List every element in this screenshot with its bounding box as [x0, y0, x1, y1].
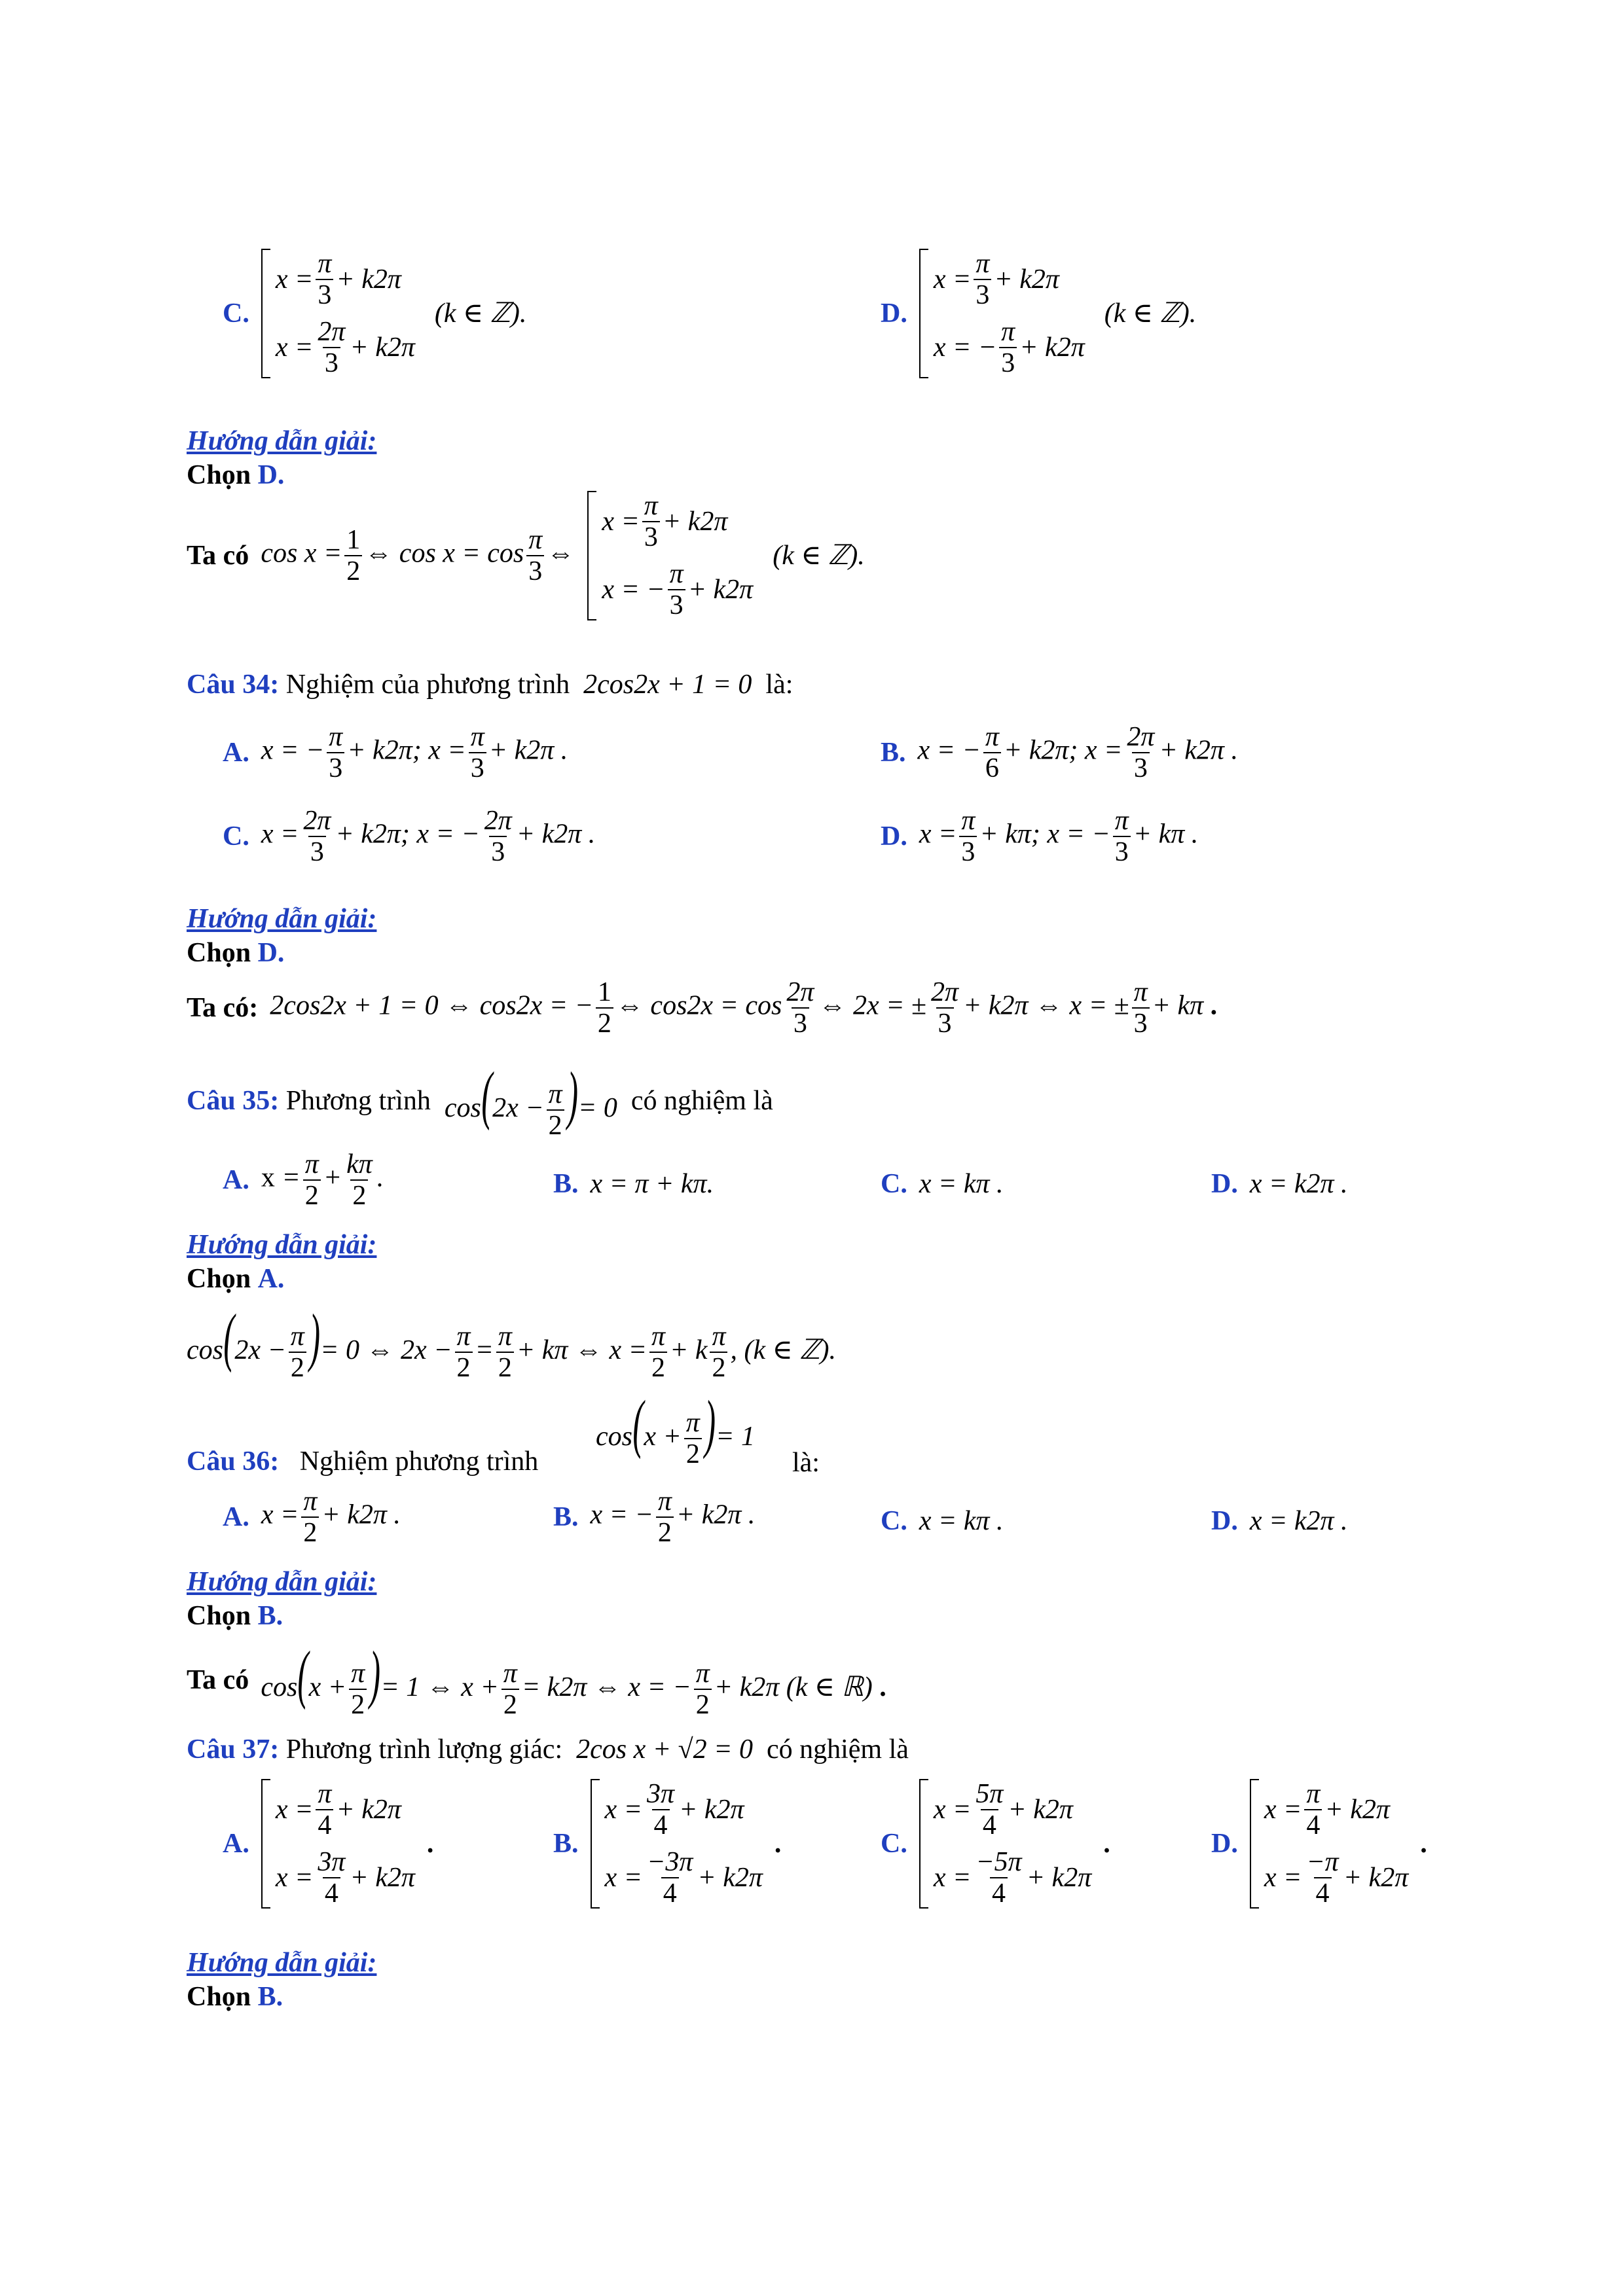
intro-answer: Chọn D.: [187, 460, 285, 490]
q37-guide-heading: Hướng dẫn giải:: [187, 1948, 377, 1978]
intro-solution-system: x = $\frac{\pi}{3}$ + k2π x = − $\frac{\pi}{3}$ + k2π: [587, 491, 753, 620]
q35-answer: Chọn A.: [187, 1264, 285, 1294]
q35-option-d[interactable]: D. x = k2π .: [1211, 1169, 1348, 1199]
q36-option-b[interactable]: B. x = − $\frac{\pi}{2}$ + k2π .: [553, 1486, 756, 1548]
q36-solution: Ta có cos(x + $\frac{\pi}{2}$ )= 1 ⇔ x + $\frac{\pi}{2}$ = k2π ⇔ x = − $\frac{\pi}{2}$ + k2π (k ∈ ℝ) .: [187, 1638, 886, 1721]
q35-option-a[interactable]: A. x = $\frac{\pi}{2}$ + $\frac{k\pi}{2}$ .: [223, 1149, 384, 1211]
intro-option-c-eq2: x = $\frac{2\pi}{3}$ + k2π: [275, 317, 415, 378]
q34-option-b[interactable]: B. x = − $\frac{\pi}{6}$ + k2π; x = $\frac{2\pi}{3}$ + k2π .: [881, 722, 1238, 783]
q34-option-a[interactable]: A. x = − $\frac{\pi}{3}$ + k2π; x = $\frac{\pi}{3}$ + k2π .: [223, 722, 568, 783]
q37-question: Câu 37: Phương trình lượng giác: 2cos x + √2 = 0 có nghiệm là: [187, 1734, 909, 1765]
intro-solution: Ta có cos x = $\frac{1}{2}$ ⇔ cos x = cos $\frac{\pi}{3}$ ⇔ x = $\frac{\pi}{3}$ + k2π x = − $\frac{\pi}{3}$ + k2π (k ∈ ℤ).: [187, 491, 865, 620]
q35-option-c[interactable]: C. x = kπ .: [881, 1169, 1004, 1199]
q34-option-c[interactable]: C. x = $\frac{2\pi}{3}$ + k2π; x = − $\frac{2\pi}{3}$ + k2π .: [223, 806, 596, 867]
q34-question: Câu 34: Nghiệm của phương trình 2cos2x + 1 = 0 là:: [187, 670, 793, 700]
q37-option-d[interactable]: D. x = $\frac{\pi}{4}$ + k2π x = $\frac{-\pi}{4}$ + k2π .: [1211, 1779, 1427, 1909]
q35-equation: cos(2x − $\frac{\pi}{2}$ )= 0: [444, 1058, 617, 1141]
q36-option-a-value: x = $\frac{\pi}{2}$ + k2π .: [261, 1486, 401, 1548]
intro-option-d-system: [919, 249, 1085, 378]
intro-option-d-eq2: x = − $\frac{\pi}{3}$ + k2π: [933, 317, 1085, 378]
q36-option-d[interactable]: D. x = k2π .: [1211, 1506, 1348, 1536]
q36-question: Câu 36: Nghiệm phương trình: [187, 1446, 539, 1477]
intro-option-d-eq1: x = $\frac{\pi}{3}$ + k2π: [933, 249, 1059, 310]
q37-option-a[interactable]: A. x = $\frac{\pi}{4}$ + k2π x = $\frac{3\pi}{4}$ + k2π .: [223, 1779, 434, 1909]
q34-option-d[interactable]: D. x = $\frac{\pi}{3}$ + kπ; x = − $\frac{\pi}{3}$ + kπ .: [881, 806, 1199, 867]
q37-answer: Chọn B.: [187, 1982, 283, 2012]
q37-option-b[interactable]: B. x = $\frac{3\pi}{4}$ + k2π x = $\frac{-3\pi}{4}$ + k2π .: [553, 1779, 782, 1909]
q36-option-a[interactable]: A. x = $\frac{\pi}{2}$ + k2π .: [223, 1486, 401, 1548]
q34-answer: Chọn D.: [187, 938, 285, 968]
q35-question: Câu 35: Phương trình cos(2x − $\frac{\pi}{2}$ )= 0 có nghiệm là: [187, 1058, 773, 1141]
q36-option-b-value: x = − $\frac{\pi}{2}$ + k2π .: [590, 1486, 756, 1548]
q37-option-c[interactable]: C. x = $\frac{5\pi}{4}$ + k2π x = $\frac{-5\pi}{4}$ + k2π .: [881, 1779, 1110, 1909]
q34-solution: Ta có: 2cos2x + 1 = 0 ⇔ cos2x = − $\frac{1}{2}$ ⇔ cos2x = cos $\frac{2\pi}{3}$ ⇔ 2x = ± $\frac{2\pi}{3}$ + k2π ⇔ x = ± $\frac{\pi}{3}$ + kπ .: [187, 977, 1218, 1039]
q34-option-c-value: x = $\frac{2\pi}{3}$ + k2π; x = − $\frac{2\pi}{3}$ + k2π .: [261, 806, 596, 867]
q36-answer: Chọn B.: [187, 1601, 283, 1631]
q34-option-d-value: x = $\frac{\pi}{3}$ + kπ; x = − $\frac{\pi}{3}$ + kπ .: [919, 806, 1199, 867]
q34-option-b-value: x = − $\frac{\pi}{6}$ + k2π; x = $\frac{2\pi}{3}$ + k2π .: [917, 722, 1238, 783]
q36-option-c[interactable]: C. x = kπ .: [881, 1506, 1004, 1536]
q34-option-a-value: x = − $\frac{\pi}{3}$ + k2π; x = $\frac{\pi}{3}$ + k2π .: [261, 722, 568, 783]
q36-guide-heading: Hướng dẫn giải:: [187, 1567, 377, 1597]
q35-guide-heading: Hướng dẫn giải:: [187, 1230, 377, 1260]
q34-guide-heading: Hướng dẫn giải:: [187, 904, 377, 934]
intro-option-c-eq1: x = $\frac{\pi}{3}$ + k2π: [275, 249, 401, 310]
intro-option-d: D. x = $\frac{\pi}{3}$ + k2π x = − $\frac{\pi}{3}$ + k2π (k ∈ ℤ).: [881, 249, 1197, 378]
q35-option-b[interactable]: B. x = π + kπ.: [553, 1169, 714, 1199]
intro-option-c-system: [261, 249, 415, 378]
intro-guide-heading: Hướng dẫn giải:: [187, 426, 377, 456]
q35-option-a-value: x = $\frac{\pi}{2}$ + $\frac{k\pi}{2}$ .: [261, 1149, 384, 1211]
q35-solution: cos(2x − $\frac{\pi}{2}$ )= 0 ⇔ 2x − $\frac{\pi}{2}$ = $\frac{\pi}{2}$ + kπ ⇔ x = $\frac{\pi}{2}$ + k $\frac{\pi}{2}$ , (k ∈ ℤ).: [187, 1300, 836, 1384]
intro-option-c: C. x = $\frac{\pi}{3}$ + k2π x = $\frac{2\pi}{3}$ + k2π (k ∈ ℤ).: [223, 249, 527, 378]
q36-equation: cos(x + $\frac{\pi}{2}$ )= 1: [596, 1387, 755, 1470]
